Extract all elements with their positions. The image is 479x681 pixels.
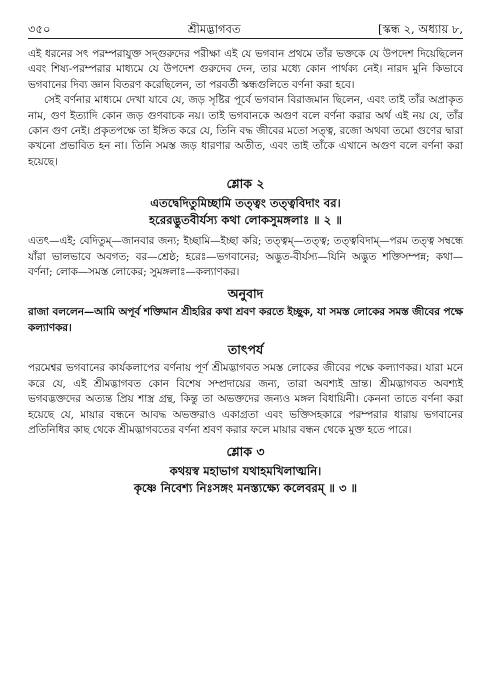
translation: রাজা বললেন—আমি অপূর্ব শক্তিমান শ্রীহরির কথা শ্রবণ করতে ইচ্ছুক, যা সমস্ত লোকের সমস্ত জীবের পক্ষে কল্যাণকর। <box>28 306 463 334</box>
page-number: ৩৫০ <box>28 22 51 36</box>
intro-paragraph: এই ধরনের সৎ পরম্পরাযুক্ত সদ্গুরুদের পরীক্ষা এই যে ভগবান প্রথমে তাঁর ভক্তকে যে উপদেশ দিয়েছিলেন এবং শিষ্য-পরম্পরার মাধ্যমে যে উপদেশ গুরুদেব দেন, তার মধ্যে কোন পার্থক্য নেই। নারদ মুনি কিভাবে ভগবানের দিব্য জ্ঞান বিতরণ করেছিলেন, তা পরবর্তী স্কন্ধগুলিতে বর্ণনা করা হবে। <box>28 48 463 91</box>
purport-heading: তাৎপর্য <box>227 342 264 358</box>
page-header <box>28 22 463 36</box>
synonyms: এতৎ—এই; বেদিতুম্—জানবার জন্য; ইচ্ছামি—ইচ্ছা করি; তত্ত্বম্—তত্ত্ব; তত্ত্ববিদাম্—পরম তত্ত্ব সম্বন্ধে যাঁরা ভালভাবে অবগত; বর—শ্রেষ্ঠ; হরেঃ—ভগবানের; অদ্ভুত-বীর্যস্য—যিনি অদ্ভুত শক্তিসম্পন্ন; কথা—বর্ণনা; লোক—সমস্ত লোকের; সুমঙ্গলাঃ—কল্যাণকর। <box>28 235 463 279</box>
verse-2-line-2: হরেরদ্ভুতবীর্যস্য কথা লোকসুমঙ্গলাঃ ॥ ২ ॥ <box>149 213 342 228</box>
header-rule <box>28 38 463 39</box>
verse-3-heading: শ্লোক ৩ <box>226 444 265 460</box>
purport: পরমেশ্বর ভগবানের কার্যকলাপের বর্ণনায় পূর্ণ শ্রীমদ্ভাগবত সমস্ত লোকের জীবের পক্ষে কল্যাণকর। যারা মনে করে যে, এই শ্রীমদ্ভাগবত কোন বিশেষ সম্প্রদায়ের জন্য, তারা অবশ্যই ভ্রান্ত। শ্রীমদ্ভাগবত অবশ্যই ভগবদ্ভক্তদের অত্যন্ত প্রিয় শাস্ত্র গ্রন্থ, কিন্তু তা অভক্তদের জন্যও মঙ্গল বিধায়িনী। কেননা তাতে বর্ণনা করা হয়েছে যে, মায়ার বন্ধনে আবদ্ধ অভক্তরাও একাগ্রতা এবং ভক্তিসহকারে পরম্পরার ধারায় ভগবানের প্রতিনিধির কাছ থেকে শ্রীমদ্ভাগবতের বর্ণনা শ্রবণ করার ফলে মায়ার বন্ধন থেকে মুক্ত হতে পারে। <box>28 362 463 436</box>
second-paragraph: সেই বর্ণনার মাধ্যমে দেখা যাবে যে, জড় সৃষ্টির পূর্বে ভগবান বিরাজমান ছিলেন, এবং তাই তাঁর অপ্রাকৃত নাম, গুণ ইত্যাদি কোন জড় গুণবাচক নয়। তাই ভগবানকে অগুণ বলে বর্ণনা করার অর্থ এই নয় যে, তাঁর কোন গুণ নেই। প্রকৃতপক্ষে তা ইঙ্গিত করে যে, তিনি বদ্ধ জীবের মতো সত্ত্ব, রজো অথবা তমো গুণের দ্বারা কখনো প্রভাবিত হন না। তিনি সমস্ত জড় ধারণার অতীত, এবং তাই তাঁকে এখানে অগুণ বলে বর্ণনা করা হয়েছে। <box>28 94 463 168</box>
verse-2-line-1: এতদ্বেদিতুমিচ্ছামি তত্ত্বং তত্ত্ববিদাং বর। <box>150 196 341 211</box>
translation-heading: অনুবাদ <box>227 286 264 302</box>
verse-3-line-2: কৃষ্ণে নিবেশ্য নিঃসঙ্গং মনস্ত্যক্ষ্যে কলেবরম্ ॥ ৩ ॥ <box>133 481 358 496</box>
book-title: শ্রীমদ্ভাগবত <box>187 22 241 36</box>
verse-3-line-1: কথয়স্ব মহাভাগ যথাহমখিলাত্মনি। <box>169 464 322 479</box>
verse-2-heading: শ্লোক ২ <box>226 176 265 192</box>
canto-chapter: [স্কন্ধ ২, অধ্যায় ৮, <box>378 22 463 36</box>
